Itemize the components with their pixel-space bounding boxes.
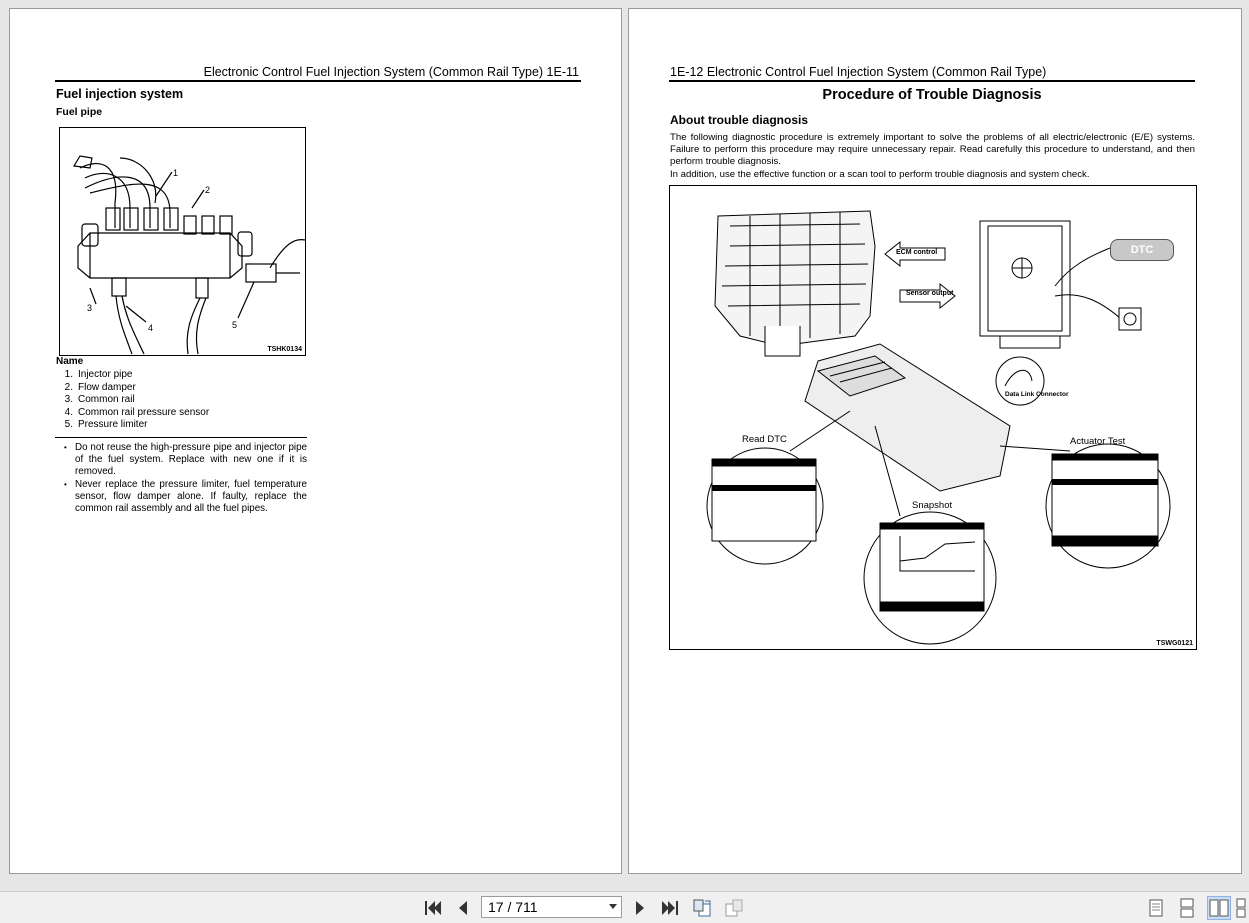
page-left xyxy=(9,8,622,874)
about-title: About trouble diagnosis xyxy=(670,113,808,127)
continuous-view-button[interactable] xyxy=(1175,896,1199,920)
rotate-page-ccw-icon xyxy=(723,898,745,918)
callout-4: 4 xyxy=(148,323,154,333)
list-item: 2. Flow damper xyxy=(64,381,136,393)
last-page-icon xyxy=(660,899,680,917)
names-title: Name xyxy=(56,356,84,367)
callout-3: 3 xyxy=(87,303,93,313)
right-header-rule xyxy=(669,80,1195,82)
next-page-button[interactable] xyxy=(628,896,652,920)
names-list xyxy=(57,369,209,432)
list-item: 4. Common rail pressure sensor xyxy=(64,406,210,418)
actuator-test-label: Actuator Test xyxy=(1070,436,1126,447)
diagnosis-figure xyxy=(669,185,1197,650)
data-link-label: Data Link Connector xyxy=(1005,391,1069,398)
section-title: Fuel injection system xyxy=(56,87,184,101)
paragraph-1: The following diagnostic procedure is extremely important to solve the problems of all electric/electronic (E/E) systems. Failure to perform this procedure may require unnecessary repair. Read carefully this procedure to understand, and then perform trouble diagnosis. xyxy=(670,132,1195,167)
ecm-control-label: ECM control xyxy=(896,249,938,256)
page-right xyxy=(628,8,1242,874)
right-page-header: 1E-12 Electronic Control Fuel Injection System (Common Rail Type) xyxy=(670,65,1047,79)
callout-1: 1 xyxy=(173,168,179,178)
fuel-pipe-figure xyxy=(59,127,306,356)
two-page-continuous-view-button[interactable] xyxy=(1236,896,1249,920)
dtc-badge: DTC xyxy=(1110,239,1174,261)
rotate-clockwise-button[interactable] xyxy=(690,896,714,920)
chevron-down-icon[interactable] xyxy=(609,904,617,909)
left-header-rule xyxy=(55,80,581,82)
previous-page-icon xyxy=(455,899,471,917)
read-dtc-label: Read DTC xyxy=(742,434,787,445)
notes-list xyxy=(63,442,307,516)
next-page-icon xyxy=(632,899,648,917)
note-item: • Never replace the pressure limiter, fuel temperature sensor, flow damper alone. If faulty, replace the common rail assembly and all the fuel pipes. xyxy=(63,479,307,515)
page-number-value: 17 / 711 xyxy=(488,899,538,915)
two-page-icon xyxy=(1209,898,1229,918)
last-page-button[interactable] xyxy=(658,896,682,920)
paragraph-2: In addition, use the effective function or a scan tool to perform trouble diagnosis and system check. xyxy=(670,169,1090,180)
callout-5: 5 xyxy=(232,320,238,330)
list-item: 5. Pressure limiter xyxy=(64,419,148,430)
page-number-field[interactable] xyxy=(481,896,622,918)
callout-2: 2 xyxy=(205,185,211,195)
two-page-continuous-icon xyxy=(1236,898,1249,918)
list-item: 1. Injector pipe xyxy=(64,369,133,380)
figure-id: TSWG0121 xyxy=(1156,640,1193,647)
two-page-view-button[interactable] xyxy=(1207,896,1231,920)
bottom-toolbar xyxy=(0,891,1249,923)
sub-title: Fuel pipe xyxy=(56,106,103,118)
page-title: Procedure of Trouble Diagnosis xyxy=(822,87,1042,103)
continuous-page-icon xyxy=(1179,898,1195,918)
note-item: • Do not reuse the high-pressure pipe and injector pipe of the fuel system. Replace with new one if it is removed. xyxy=(63,442,307,478)
list-item: 3. Common rail xyxy=(64,394,135,405)
first-page-icon xyxy=(423,899,443,917)
fuel-pipe-drawing xyxy=(60,128,305,355)
single-page-view-button[interactable] xyxy=(1144,896,1168,920)
left-page-header: Electronic Control Fuel Injection System (Common Rail Type) 1E-11 xyxy=(203,65,579,79)
sensor-output-label: Sensor output xyxy=(906,290,954,297)
snapshot-label: Snapshot xyxy=(912,500,953,511)
figure-id: TSHK0134 xyxy=(267,346,302,353)
rotate-page-icon xyxy=(691,898,713,918)
notes-rule xyxy=(55,437,307,438)
rotate-counterclockwise-button[interactable] xyxy=(722,896,746,920)
previous-page-button[interactable] xyxy=(451,896,475,920)
single-page-icon xyxy=(1148,898,1164,918)
first-page-button[interactable] xyxy=(421,896,445,920)
